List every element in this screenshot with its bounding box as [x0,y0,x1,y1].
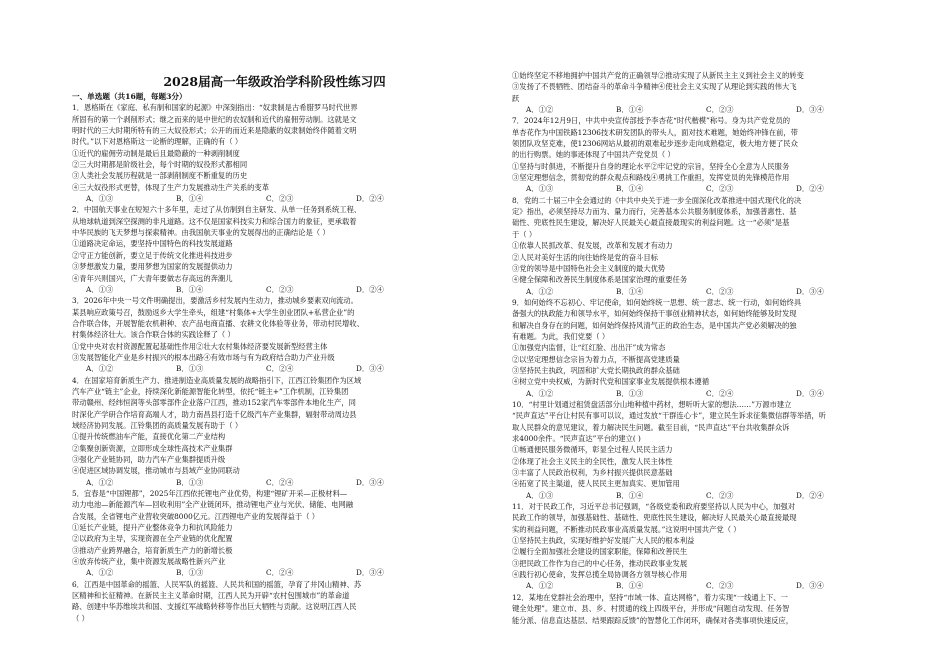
question-stem-line: 5．宜春是“中国锂都”，2025年江西依托锂电产业优势，构建“锂矿开采—正极材料— [72,489,348,499]
question-stem-line: 汽车产业“链主”企业，持续深化新能源智能化转型，依托“链主+”工作机制，江铃集团 [72,386,349,396]
question-block [72,488,477,579]
question-stem-line: 中华民族的飞天梦想与探索精神。由我国航天事业的发展得出的正确结论是（ ） [72,228,330,238]
answer-option: D．③④ [796,286,824,296]
page-title: 2028届高一年级政治学科阶段性练习四 [163,74,386,89]
answer-option: A．①③ [86,194,114,204]
answer-option: D．②④ [356,194,384,204]
statement-item: ①坚持民主执政，实现好维护好发展广大人民的根本利益 [512,536,695,546]
question-stem-line: 能分派、信息直达基层、结果跟踪反馈”的智慧化工作闭环，确保对各类事项快速反应， [512,615,794,625]
answer-option: D．③④ [796,581,824,591]
statement-item: ②三大时期都是阶级社会，每个时期的奴役形式都相同 [72,160,248,170]
question-stem-line: 的出行购票。她的事迹体现了中国共产党党员（ ） [512,150,675,160]
question-stem-line: 6．江西是中国革命的摇篮、人民军队的摇篮、人民共和国的摇篮，孕育了井冈山精神、苏 [72,579,362,589]
statement-item: ③人类社会发展历程就是一部剥削制度不断重复的历史 [72,171,248,181]
answer-option: A．①③ [86,284,114,294]
question-block [512,592,917,626]
answer-option: A．①② [86,568,114,578]
question-stem-line: “民声直达”平台让村民有事可以议，通过发放“干群连心卡”，建立民生诉求征集微信群等举措，听 [512,411,827,421]
right-column [512,70,917,626]
answer-option: B．①④ [616,490,644,500]
statement-item: ①提升传统燃油车产能，直接优化第二产业结构 [72,432,226,442]
answer-option: B．①④ [616,184,644,194]
answer-option: B．①③ [176,568,204,578]
question-stem-line: 时代。”以下对恩格斯这一论断的理解，正确的有（ ） [72,137,243,147]
answer-option: D．③④ [356,364,384,374]
answer-option: D．②④ [796,184,824,194]
answer-option: C．②④ [266,364,294,374]
answer-option: A．①② [526,581,554,591]
answer-option: A．①② [526,388,554,398]
answer-options [72,193,477,204]
answer-options [512,388,917,399]
answer-option: D．③④ [356,568,384,578]
answer-option: A．①② [86,364,114,374]
answer-options [72,363,477,374]
statement-item: ③梦想激发力量，要用梦想为国家的发展提供动力 [72,262,233,272]
question-stem-line: 4．在国家培育新质生产力、推进制造业高质量发展的战略指引下，江西江铃集团作为区域 [72,375,362,385]
answer-option: C．②③ [706,490,734,500]
question-stem-line: 区精神和长征精神。在新民主主义革命时期，江西人民为开辟“农村包围城市”的革命道 [72,591,350,601]
statement-item: ②以坚定理想信念宗旨为着力点，不断提高党建质量 [512,354,680,364]
answer-options [512,580,917,591]
statement-item: ③党的领导是中国特色社会主义制度的最大优势 [512,263,666,273]
statement-item: ②体现了社会主义民主的全民性，激发人民主体性 [512,456,673,466]
question-stem-line: 从地球轨道到深空探测的非凡道路。这不仅是国家科技实力和综合国力的象征，更承载着 [72,216,357,226]
answer-option: D．③④ [356,477,384,487]
question-stem-line: 9．如何始终不忘初心、牢记使命，如何始终统一思想、统一意志、统一行动，如何始终具 [512,297,802,307]
question-block [72,102,477,204]
question-stem-line: 3．2026年中央一号文件明确提出，要激活乡村发展内生动力，推动城乡要素双向流动。 [72,296,358,306]
answer-option: B．①④ [616,581,644,591]
question-stem-line: 10．“村里计划通过租赁盘活部分山地种植中药材，想听听大家的想法……”万源市建立 [512,399,792,409]
question-stem-line: 于（ ） [512,229,537,239]
question-block [72,375,477,488]
answer-options [72,284,477,295]
statement-item: ④健全保障和改善民生制度体系是国家治理的重要任务 [512,275,688,285]
question-block [72,204,477,295]
answer-option: A．①③ [526,184,554,194]
statement-item: ③坚持民主执政，巩固和扩大党长期执政的群众基础 [512,365,680,375]
question-stem-line: 带动赣州、经纬恒润等头部零部件企业落户江西，推动152家汽车零部件本地化生产，同 [72,398,356,408]
statement-item: ③坚定理想信念，贯彻党的群众观点和路线④勇挑工作重担，发挥党员的先锋模范作用 [512,173,790,183]
statement-item: ②以政府为主导，实现资源在全产业链的优化配置 [72,534,233,544]
question-stem-line: 所固有的第一个剥削形式；继之而来的是中世纪的农奴制和近代的雇佣劳动制。这就是文 [72,114,357,124]
question-stem-line: 路、创建中华苏维埃共和国、支援红军战略转移等作出巨大牺牲与贡献。这说明江西人民 [72,602,357,612]
question-stem-line: 7．2024年12月9日，中共中央宣传部授予李杏花“时代楷模”称号。身为共产党党员的 [512,116,791,126]
question-block [512,115,917,194]
question-stem-line: 备强大的执政能力和领导水平，如何始终保持干事创业精神状态，如何始终能够及时发现 [512,309,797,319]
question-stem-line: 8．党的二十届三中全会通过的《中共中央关于进一步全面深化改革推进中国式现代化的决 [512,195,802,205]
question-stem-line: 合发展，全省锂电产业营收突破8000亿元。江西锂电产业的发展得益于（ ） [72,511,320,521]
answer-option: D．②④ [796,490,824,500]
question-stem-line: 键全处理”。建立市、县、乡、村贯通的线上四级平台，并形成“问题自动发现、任务智 [512,604,790,614]
question-stem-line: （ ） [72,613,89,623]
statement-item: ①始终坚定不移地拥护中国共产党的正确领导②推动实现了从新民主主义到社会主义的转变 [512,71,804,80]
answer-options [512,490,917,501]
question-block [512,195,917,297]
question-stem-line: 域经济协同发展。江铃集团的高质量发展有助于（ ） [72,420,243,430]
statement-item: ③把民政工作作为自己的中心任务，推动民政事业发展 [512,558,688,568]
statement-item: ①依靠人民抓改革、促发展，改革和发展才有动力 [512,241,673,251]
statement-item: ④树立党中央权威，为新时代党和国家事业发展提供根本遵循 [512,377,710,387]
question-block [512,399,917,501]
answer-option: C．②④ [266,568,294,578]
right-question-list [512,70,917,626]
answer-option: B．①③ [176,364,204,374]
question-block [72,579,477,624]
statement-item: ①加强党内监督，让“红红脸、出出汗”成为常态 [512,343,666,353]
statement-item: ②人民对美好生活的向往始终是党的奋斗目标 [512,252,658,262]
question-stem-line: 1．恩格斯在《家庭、私有制和国家的起源》中深刻指出：“奴隶制是古希腊罗马时代世界 [72,103,358,113]
question-stem-line: 单杏花作为中国铁路12306技术研发团队的带头人，面对技术难题，她始终冲锋在前，带 [512,127,798,137]
question-stem-line: 时深化产学研合作培育高端人才，助力南昌县打造千亿级汽车产业集群，辐射带动周边县 [72,409,357,419]
answer-option: B．①④ [176,194,204,204]
answer-option: B．①④ [176,284,204,294]
question-stem-line: 村集体经济壮大。该合作联合体的实践诠释了（ ） [72,330,235,340]
statement-item: ①党中央对农村资源配置起基础性作用②壮大农村集体经济要发展新型经营主体 [72,341,328,351]
answer-option: A．①② [526,286,554,296]
question-block [512,501,917,592]
statement-item: ②集聚创新资源，立即形成全球性高技术产业集群 [72,443,233,453]
statement-item: ④青年兴则国兴，广大青年要做志存高远的奔潮儿 [72,273,233,283]
answer-options [512,286,917,297]
answer-option: C．②④ [706,388,734,398]
question-stem-line: 2．中国航天事业在短短六十多年里，走过了从仿制到自主研发、从单一任务到系统工程、 [72,205,362,215]
question-stem-line: 础性、兜底性民生建设，解决好人民最关心最直接最现实的利益问题。这一“必须”是基 [512,218,790,228]
answer-option: B．①④ [616,105,644,115]
statement-item: ①近代的雇佣劳动制是最后且最隐蔽的一种剥削制度 [72,148,240,158]
question-stem-line: 有难题。为此，我们党要（ ） [512,331,610,341]
question-stem-line: 明时代的三大时期所特有的三大奴役形式；公开的而近来是隐蔽的奴隶制始终伴随着文明 [72,126,357,136]
statement-item: ②履行全面加强社会建设的国家职能，保障和改善民生 [512,547,688,557]
question-stem-line: 定》指出，必须坚持尽力而为、量力而行，完善基本公共服务制度体系，加强普惠性、基 [512,207,797,217]
question-stem-line: 11．对于民政工作，习近平总书记强调，“各级党委和政府要坚持以人民为中心，加强对 [512,502,795,512]
statement-item: ①坚持与时俱进，不断提升自身的理论水平②牢记党的宗旨，坚持全心全意为人民服务 [512,161,790,171]
question-stem-line: 求4000余件。“民声直达”平台的建立( ) [512,434,641,443]
statement-item: ③发展智能化产业是乡村振兴的根本出路④有效市场与有为政府结合助力产业升级 [72,352,335,362]
question-stem-line: 某县响应政策号召，鼓励返乡大学生牵头，组建“村集体+大学生创业团队+私营企业”的 [72,307,355,317]
statement-item: 跃 [512,93,520,103]
answer-option: B．①③ [616,388,644,398]
answer-option: B．①③ [176,477,204,487]
statement-item: ①延长产业链，提升产业整体竞争力和抗风险能力 [72,523,233,533]
statement-item: ①道路决定命运，要坚持中国特色的科技发展道路 [72,239,233,249]
statement-item: ③发扬了不畏牺牲、团结奋斗的革命斗争精神④使社会主义实现了从理论到实践的伟大飞 [512,82,797,92]
answer-option: D．②④ [356,284,384,294]
answer-option: B．①④ [616,286,644,296]
question-stem-line: 和解决自身存在的问题，如何始终保持风清气正的政治生态，是中国共产党必须解决的独 [512,320,797,330]
statement-item: ③强化产业链协同，助力汽车产业集群提质升级 [72,455,226,464]
statement-item: ③推动产业跨界融合，培育新质生产力的新增长极 [72,545,233,555]
answer-options [72,567,477,578]
left-question-list [72,102,477,624]
question-stem-line: 12．某地在党群社会治理中，坚持“市域一体、直达网格”，着力实现“一线通上下、一 [512,592,788,602]
statement-item: ③丰富了人民政治权利，为乡村振兴提供民意基础 [512,468,673,478]
statement-item: ①畅通便民服务微循环，彰显全过程人民民主活力 [512,445,673,455]
answer-option: D．③④ [796,105,824,115]
question-stem-line: 实的利益问题，不断推动民政事业高质量发展。”这说明中国共产党（ ） [512,524,741,534]
statement-item: ④放弃传统产业，集中资源发展战略性新兴产业 [72,557,226,567]
answer-options [512,183,917,194]
answer-option: C．②④ [266,477,294,487]
answer-options [512,104,917,115]
statement-item: ④三大奴役形式更替，体现了生产力发展推动生产关系的变革 [72,182,270,192]
answer-option: C．②③ [706,184,734,194]
question-block [512,297,917,399]
question-stem-line: 取人民群众的意见建议，着力解决民生问题。截至目前，“民声直达”平台共收集群众诉 [512,422,790,432]
answer-option: A．①② [86,477,114,487]
answer-option: D．③④ [796,388,824,398]
statement-item: ④拓宽了民主渠道，使人民民主更加真实、更加管用 [512,479,680,489]
question-stem-line: 动力电池—新能源汽车—回收利用”全产业链闭环，推动锂电产业与光伏、储能、电网融 [72,500,354,510]
answer-option: C．②③ [266,194,294,204]
answer-option: C．②③ [706,286,734,296]
answer-option: C．②③ [266,284,294,294]
question-stem-line: 领团队攻坚克难，使12306网站从最初的艰难起步逐步走向成熟稳定，极大地方便了民众 [512,139,798,149]
statement-item: ④践行初心使命，发挥总揽全局协调各方领导核心作用 [512,570,688,580]
answer-option: C．②③ [706,581,734,591]
statement-item: ④促进区域协调发展，推动城市与县域产业协同联动 [72,466,240,476]
answer-option: A．①③ [526,490,554,500]
answer-option: A．①② [526,105,554,115]
question-block [72,295,477,374]
question-block [512,70,917,115]
statement-item: ②守正方能创新，要立足于传统文化推进科技进步 [72,250,233,260]
question-stem-line: 合作联合体，开展智能农机耕种、农产品电商直播、农耕文化体验等业务，带动村民增收、 [72,318,364,328]
answer-options [72,477,477,488]
section-heading: 一、单选题（共16题，每题3分） [72,92,187,101]
left-column [72,74,477,624]
answer-option: C．②③ [706,105,734,115]
question-stem-line: 民政工作的领导，加强基础性、基础性、兜底性民生建设，解决好人民最关心最直接最现 [512,513,797,523]
